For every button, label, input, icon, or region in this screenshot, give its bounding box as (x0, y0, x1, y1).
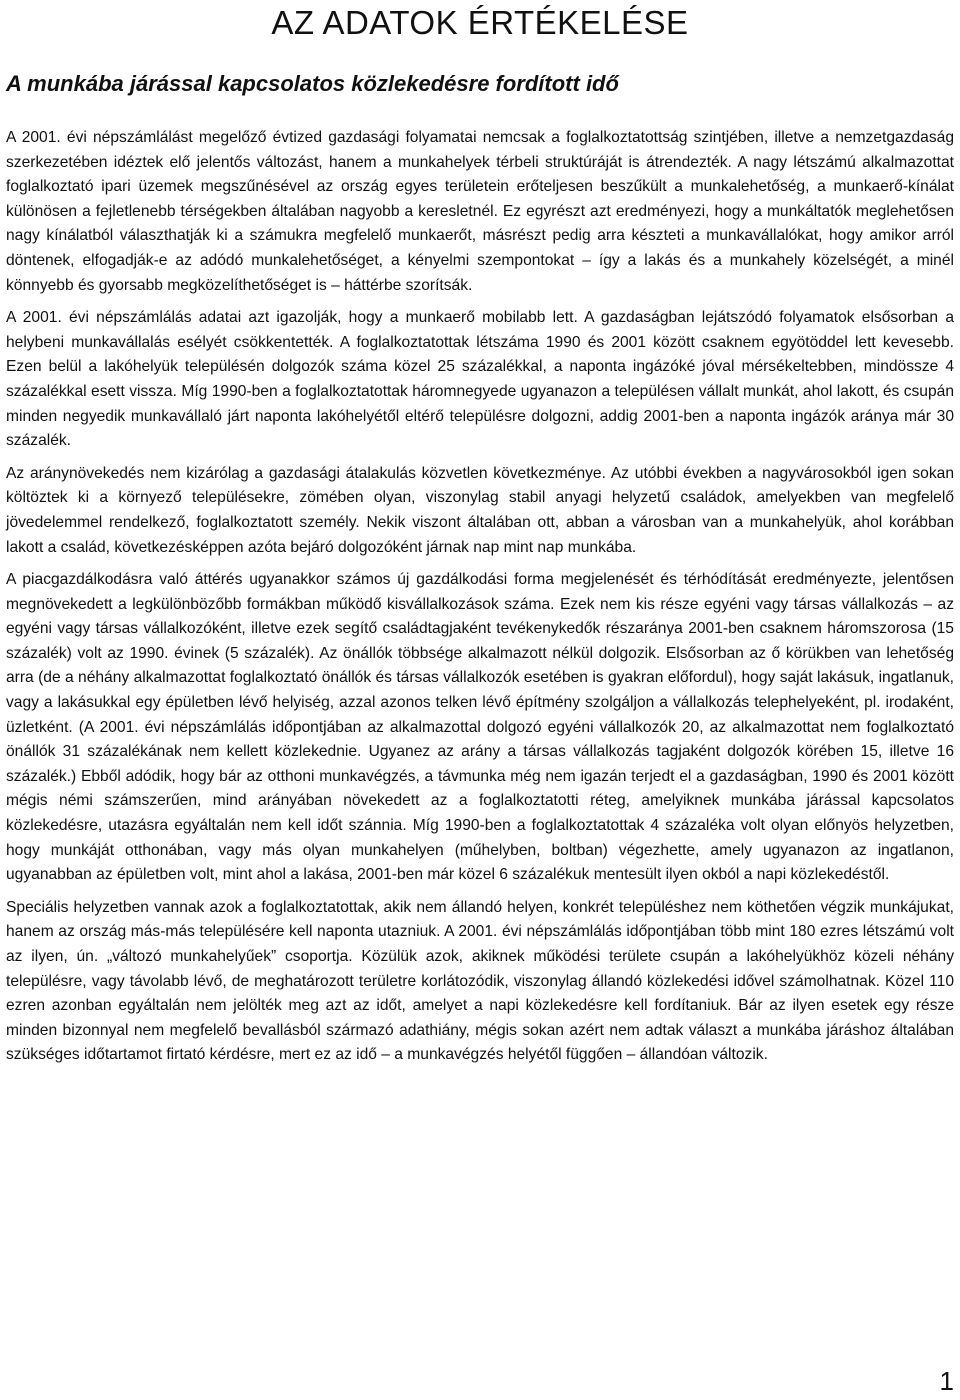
page-title: AZ ADATOK ÉRTÉKELÉSE (271, 4, 689, 41)
paragraph-2: A 2001. évi népszámlálás adatai azt igazolják, hogy a munkaerő mobilabb lett. A gazdaságban lejátszódó folyamatok elsősorban a helybeni munkavállalás esélyét csökkentették. A foglalkoztatottak létszáma 1990 és 2001 között csaknem egyötöddel lett kevesebb. Ezen belül a lakóhelyük településén dolgozók száma közel 25 százalékkal, a naponta ingázóké jóval mérsékeltebben, mindössze 4 százalékkal esett vissza. Míg 1990-ben a foglalkoztatottak háromnegyede ugyanazon a településen vállalt munkát, ahol lakott, és csupán minden negyedik munkavállaló járt naponta lakóhelyétől eltérő településre dolgozni, addig 2001-ben a naponta ingázók aránya már 30 százalék. (6, 309, 954, 450)
paragraph-5: Speciális helyzetben vannak azok a foglalkoztatottak, akik nem állandó helyen, konkrét településhez nem köthetően végzik munkájukat, hanem az ország más-más településére kell naponta utazniuk. A 2001. évi népszámlálás időpontjában több mint 180 ezres létszámú volt az ilyen, ún. „változó munkahelyűek” csoportja. Közülük azok, akiknek működési területe csupán a lakóhelyükhöz közeli néhány településre, vagy távolabb lévő, de meghatározott területre korlátozódik, viszonylag állandó közlekedési idővel számolhatnak. Közel 110 ezren azonban egyáltalán nem jelölték meg azt az időt, amelyet a napi közlekedésre kell fordítaniuk. Bár az ilyen esetek egy része minden bizonnyal nem megfelelő bevallásból származó adathiány, mégis sokan azért nem adtak választ a munkába járáshoz általában szükséges időtartamot firtató kérdésre, mert ez az idő – a munkavégzés helyétől függően – állandóan változik. (6, 898, 954, 1064)
section-subtitle: A munkába járással kapcsolatos közlekedésre fordított idő (6, 71, 619, 96)
paragraph-4: A piacgazdálkodásra való áttérés ugyanakkor számos új gazdálkodási forma megjelenését és térhódítását eredményezte, jelentősen megnövekedett a legkülönbözőbb formákban működő kisvállalkozások száma. Ezek nem kis része egyéni vagy társas vállalkozás – az egyéni vagy társas vállalkozóként, illetve ezek segítő családtagjaként tevékenykedők részaránya 2001-ben csaknem háromszorosa (15 százalék) volt az 1990. évinek (5 százalék). Az önállók többsége alkalmazott nélkül dolgozik. Elsősorban az ő körükben van lehetőség arra (de a néhány alkalmazottat foglalkoztató önállók és társas vállalkozók esetében is gyakran előfordul), hogy saját lakásuk, ingatlanuk, vagy a lakásukkal egy épületben lévő helyiség, azzal azonos telken lévő építmény szolgáljon a vállalkozás telephelyeként, pl. irodaként, üzletként. (A 2001. évi népszámlálás időpontjában az alkalmazottal dolgozó egyéni vállalkozók 20, az alkalmazottat nem foglalkoztató önállók 31 százalékának nem kellett közlekednie. Ugyanez az arány a társas vállalkozás tagjaként dolgozók körében 15, illetve 16 százalék.) Ebből adódik, hogy bár az otthoni munkavégzés, a távmunka még nem igazán terjedt el a gazdaságban, 1990 és 2001 között mégis némi számszerűen, mind arányában növekedett az a foglalkoztatotti réteg, amelyiknek munkába járással kapcsolatos közlekedésre, utazásra egyáltalán nem kell időt szánnia. Míg 1990-ben a foglalkoztatottak 4 százaléka volt olyan előnyös helyzetben, hogy munkáját otthonában, vagy más olyan munkahelyen (műhelyben, boltban) végezhette, amely ugyanazon az ingatlanon, ugyanabban az épületben volt, mint ahol a lakása, 2001-ben már közel 6 százalékuk mentesült ilyen okból a napi közlekedéstől. (6, 571, 954, 884)
body-text (6, 126, 954, 1068)
paragraph-3: Az aránynövekedés nem kizárólag a gazdasági átalakulás közvetlen következménye. Az utóbbi években a nagyvárosokból igen sokan költöztek ki a környező településekre, zömében olyan, viszonylag stabil anyagi helyzetű családok, amelyekben van megfelelő jövedelemmel rendelkező, foglalkoztatott személy. Nekik viszont általában ott, abban a városban van a munkahelyük, ahol korábban lakott a család, következésképpen azóta bejáró dolgozóként járnak nap mint nap munkába. (6, 464, 954, 556)
page-number: 1 (939, 1366, 954, 1396)
paragraph-1: A 2001. évi népszámlálást megelőző évtized gazdasági folyamatai nemcsak a foglalkoztatottság szintjében, illetve a nemzetgazdaság szerkezetében idéztek elő jelentős változást, hanem a munkahelyek térbeli struktúráját is átrendezték. A nagy létszámú alkalmazottat foglalkoztató ipari üzemek megszűnésével az ország egyes területein erőteljesen beszűkült a munkalehetőség, a munkaerő-kínálat különösen a fejletlenebb térségekben általában nagyobb a keresletnél. Ez egyrészt azt eredményezi, hogy a munkáltatók meglehetősen nagy kínálatból választhatják ki a számukra megfelelő munkaerőt, másrészt pedig arra készteti a munkavállalókat, hogy amikor arról döntenek, elfogadják-e az adódó munkalehetőséget, a kényelmi szempontokat – így a lakás és a munkahely közelségét, a minél könnyebb és gyorsabb megközelíthetőséget is – háttérbe szorítsák. (6, 129, 954, 294)
